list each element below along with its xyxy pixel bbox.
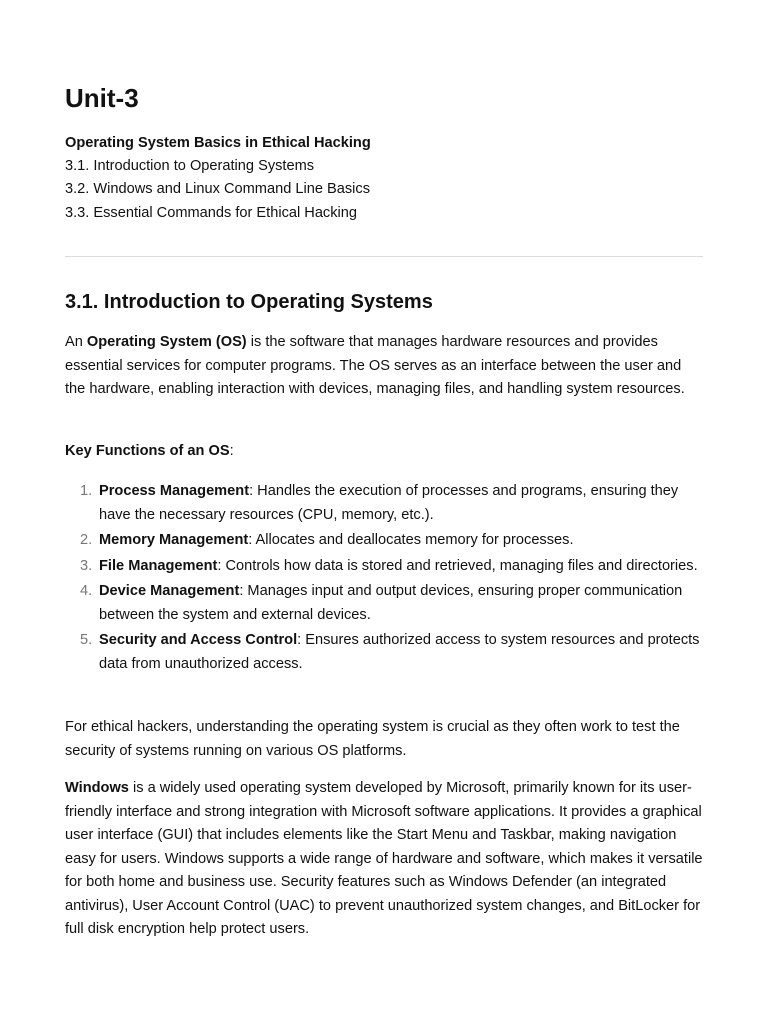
list-item — [65, 580, 705, 627]
windows-text: is a widely used operating system developed by Microsoft, primarily known for its user-friendly interface and strong integration with Microsoft software applications. It provides a graphical user interface (GUI) that includes elements like the Start Menu and Taskbar, making navigation easy for users. Windows supports a wide range of hardware and software, which makes it versatile for both home and business use. Security features such as Windows Defender (an integrated antivirus), User Account Control (UAC) to prevent unauthorized system changes, and BitLocker for full disk encryption help protect users. — [65, 780, 703, 937]
list-item-text: : Ensures authorized access to system resources and protects data from unauthorized access. — [99, 632, 700, 672]
list-item-number: 4. — [80, 583, 93, 599]
list-item-number: 5. — [80, 632, 93, 648]
key-functions-list — [65, 480, 705, 678]
list-item-text: : Controls how data is stored and retrieved, managing files and directories. — [217, 557, 698, 574]
intro-lead: An — [65, 334, 87, 350]
windows-paragraph — [65, 777, 705, 942]
list-item-term: File Management — [99, 557, 218, 574]
section-title: 3.1. Introduction to Operating Systems — [65, 291, 433, 313]
intro-term: Operating System (OS) — [86, 334, 247, 350]
unit-title: Unit-3 — [65, 83, 139, 113]
toc-item-3-1: 3.1. Introduction to Operating Systems — [65, 158, 315, 175]
list-item-number: 1. — [80, 483, 93, 499]
intro-paragraph — [65, 331, 705, 402]
list-item — [65, 529, 705, 553]
list-item-term: Memory Management — [99, 532, 249, 548]
windows-term: Windows — [65, 780, 129, 796]
section-divider — [65, 256, 703, 257]
list-item — [65, 555, 705, 579]
list-item-number: 2. — [80, 532, 93, 548]
ethical-hacking-paragraph: For ethical hackers, understanding the operating system is crucial as they often work to test the security of systems running on various OS platforms. — [65, 719, 680, 759]
key-functions-label — [65, 440, 705, 464]
list-item — [65, 629, 705, 676]
list-item-term: Device Management — [99, 583, 240, 599]
key-functions-colon: : — [229, 443, 234, 459]
toc-heading: Operating System Basics in Ethical Hacking — [65, 135, 371, 151]
intro-rest: is the software that manages hardware resources and provides essential services for computer programs. The OS serves as an interface between the user and the hardware, enabling interaction with devices, managing files, and handling system resources. — [65, 334, 685, 397]
list-item-number: 3. — [80, 557, 93, 574]
list-item-text: : Handles the execution of processes and programs, ensuring they have the necessary resources (CPU, memory, etc.). — [99, 483, 679, 523]
list-item-term: Security and Access Control — [99, 632, 298, 648]
toc-item-3-3: 3.3. Essential Commands for Ethical Hacking — [65, 204, 358, 221]
list-item-term: Process Management — [99, 483, 250, 499]
list-item-text: : Allocates and deallocates memory for processes. — [248, 532, 574, 548]
list-item — [65, 480, 705, 527]
list-item-text: : Manages input and output devices, ensuring proper communication between the system and external devices. — [99, 583, 683, 623]
table-of-contents — [65, 132, 371, 225]
toc-item-3-2: 3.2. Windows and Linux Command Line Basics — [65, 181, 371, 198]
key-functions-term: Key Functions of an OS — [65, 443, 230, 459]
